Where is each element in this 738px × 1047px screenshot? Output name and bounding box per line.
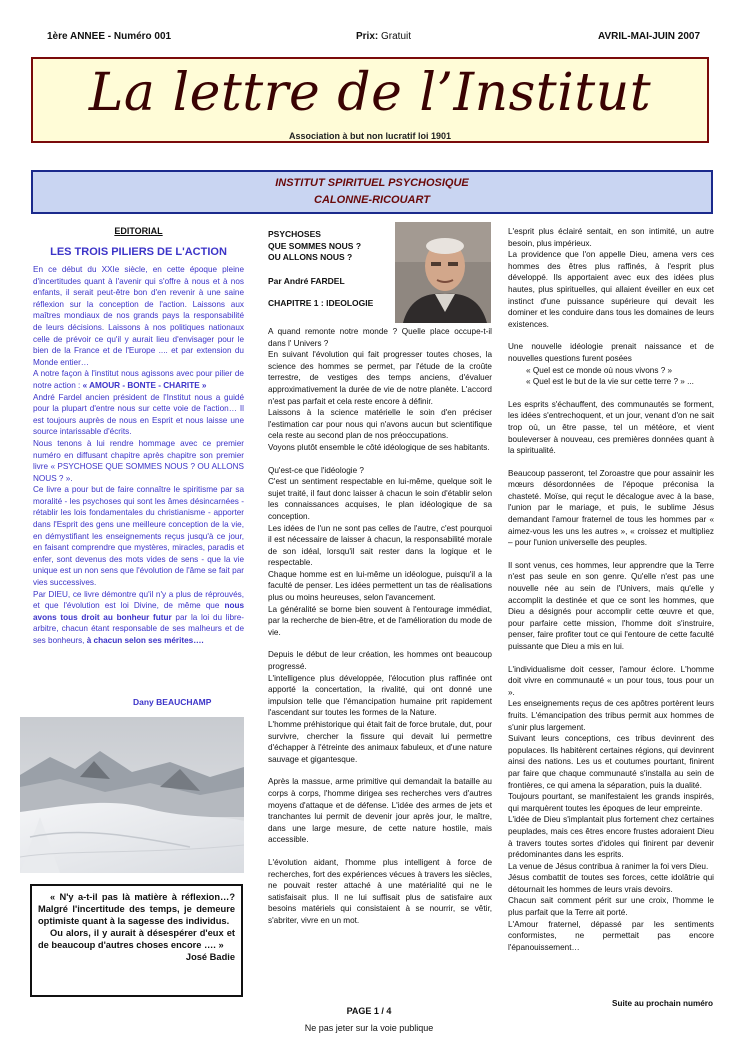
portrait-photo — [395, 222, 491, 323]
institute-name: INSTITUT SPIRITUEL PSYCHOSIQUE — [275, 177, 469, 189]
editorial-paragraph: André Fardel ancien président de l'Institut nous a guidé pour la plupart d'entre nous sur cette voie de l'action… Il est toujours auprès de nous en Esprit et nous laisse une source intarissable d'écrits. — [33, 392, 244, 437]
article-paragraph: Laissons à la science matérielle le soin d'en préciser l'estimation car pour nous qui n'avons aucun but scientifique cela reste au second plan de nos préoccupations. — [268, 408, 492, 441]
institute-city: CALONNE-RICOUART — [314, 194, 430, 206]
article-paragraph: Beaucoup passeront, tel Zoroastre que pour assainir les mœurs désordonnées de l'époque préconisa la chasteté. Moïse, qui reçut le décalogue avec à la base, l'union par le mariage, et puis, le sublime Jésus demandant l'amour fraternel de tous les hommes par « aimez-vous les uns les autres », « croissez et multipliez – pour l'union universelle des peuples. — [508, 468, 714, 548]
issue-date: AVRIL-MAI-JUIN 2007 — [598, 31, 701, 42]
snowy-mountain-icon — [20, 717, 244, 873]
editorial-paragraph: En ce début du XXIe siècle, en cette époque pleine d'incertitudes quant à l'avenir qui s'offre à nous et à nos enfants, il serait peut-être bon d'en revenir à une saine réflexion sur la conception de l'action. Laissons aux maîtres mondiaux de nos grands pays la responsabilité de leurs décisions. Laissons à nos politiques nationaux celle de prévoir ce qu'il y aurait lieu d'envisager pour le bien de la France et de l'Europe .... et par extension du Monde entier… — [33, 265, 244, 367]
portrait-icon — [395, 222, 491, 323]
quote-text: Ou alors, il y aurait à désespérer d'eux et de beaucoup d'autres choses encore …. » — [38, 928, 235, 950]
article-chapter: CHAPITRE 1 : IDEOLOGIE — [268, 298, 374, 309]
editorial-text — [33, 264, 244, 647]
editorial-title: LES TROIS PILIERS DE L'ACTION — [50, 246, 227, 258]
price-value: Gratuit — [381, 31, 412, 42]
editorial-paragraph: Nous tenons à lui rendre hommage avec ce premier numéro en diffusant chapitre après chapitre son premier livre « PSYCHOSE QUE SOMMES NOUS ? OU ALLONS NOUS ? ». — [33, 438, 244, 483]
article-paragraph: Chaque homme est en lui-même un idéologue, puisqu'il a la faculté de penser. Les idées permettent un tas de réalisations plus ou moins heureuses, selon l'avancement. — [268, 569, 492, 603]
editorial-paragraph: A notre façon à l'institut nous agissons avec pour pilier de notre action : « AMOUR - BONTE - CHARITE » — [33, 369, 244, 390]
editorial-heading: EDITORIAL — [114, 226, 163, 236]
article-byline: Par André FARDEL — [268, 275, 345, 286]
price-label: Prix: — [356, 31, 379, 42]
article-paragraph: Les idées de l'un ne sont pas celles de l'autre, c'est pourquoi il est nécessaire de laisser à chacun, la responsabilité morale de son idéal, lorsqu'il sait rester dans la logique et le respectable. — [268, 523, 492, 568]
article-paragraph: Les esprits s'échauffent, des communautés se forment, les idées s'entrechoquent, et un jour, venant d'on ne sait trop où, un être passe, tel un météore, et vient bouleverser à nouveau, ces premières données quant à la spiritualité. — [508, 399, 714, 456]
continued-notice: Suite au prochain numéro — [612, 999, 713, 1008]
article-paragraph: A quand remonte notre monde ? Quelle place occupe-t-il dans l' Univers ? — [268, 327, 492, 348]
quote-text: « N'y a-t-il pas là matière à réflexion…? Malgré l'incertitude des temps, je demeure optimiste quant à la sagesse des individus. — [38, 892, 235, 926]
article-paragraph: La venue de Jésus contribua à ranimer la foi vers Dieu. — [508, 861, 709, 871]
article-paragraph: La providence que l'on appelle Dieu, amena vers ces hommes des êtres plus raffinés, à l'esprit plus développé. Ils apportaient avec eux des idées plus hautes, plus spirituelles, qui allaient éveiller en eux cet instinct d'une puissance supérieure qui devait les dominer et les conduire dans tous les domaines de leurs existences. — [508, 250, 714, 329]
editorial-paragraph: Ce livre a pour but de faire connaître le spiritisme par sa moralité - les psychoses qui sont les âmes désincarnées - rétablir les lois fondamentales du christianisme - apporter dans l'Esprit des gens une meilleure conception de la vie, en démystifiant les enseignements reçus jusqu'à ce jour, en faisant comprendre que mystères, miracles, paradis et enfer, sont devenus des mots vides de sens - que la vie unique est un non sens que l'évolution de l'âme se fait par vies successives. — [33, 485, 244, 588]
article-paragraph: Suivant leurs conceptions, ces tribus devinrent des populaces. Ils habitèrent certaines régions, qui devinrent ainsi des nations. Les us et coutumes pourtant, finirent par faire que chaque communauté s'installa au sein de frontières, ce qui amena la séparation, puis la dualité. — [508, 734, 714, 790]
article-paragraph: L'esprit plus éclairé sentait, en son intimité, un autre besoin, plus impérieux. — [508, 227, 714, 248]
article-continuation — [508, 226, 714, 953]
article-paragraph: En suivant l'évolution qui fait progresser toutes choses, la science des hommes se permet, par l'étude de la croûte terrestre, de vestiges des temps anciens, d'évaluer approximativement la durée de vie de notre planète. L'accord n'est pas parfait et cela reste encore à définir. — [268, 350, 492, 406]
article-title-line: QUE SOMMES NOUS ? — [268, 240, 362, 251]
article-body — [268, 326, 492, 927]
editorial-pillars: « AMOUR - BONTE - CHARITE » — [82, 380, 207, 390]
page-number: PAGE 1 / 4 — [346, 1006, 392, 1016]
article-title-line: OU ALLONS NOUS ? — [268, 252, 353, 263]
quote-author: José Badie — [185, 952, 235, 962]
price — [356, 31, 411, 42]
article-paragraph: C'est un sentiment respectable en lui-même, quelque soit le sujet traité, il faut donc laisser à chacun le soin d'établir selon les connaissances acquises, le plan idéologique de sa conception. — [268, 477, 492, 521]
article-paragraph: L'individualisme doit cesser, l'amour éclore. L'homme doit vivre en communauté « un pour tous, tous pour un ». — [508, 664, 714, 697]
issue-number: 1ère ANNEE - Numéro 001 — [47, 31, 172, 42]
article-paragraph: Après la massue, arme primitive qui demandait la bataille au corps à corps, l'homme dirigea ses recherches vers d'autres moyens d'attaque et de défense. L'idée des armes de jets et tranchantes lui permit de devenir jour après jour, le maître, dans une large mesure, de cette nature hostile, mais accessible. — [268, 777, 492, 845]
article-title-line: PSYCHOSES — [268, 229, 321, 239]
masthead — [31, 57, 709, 143]
article-paragraph: L'intelligence plus développée, l'élocution plus raffinée ont apporté la concertation, la rivalité, qui ont donné une impulsion telle que l'émancipation humaine prit rapidement l'ascendant sur toutes les formes de la Nature. — [268, 673, 492, 718]
article-paragraph: Voyons plutôt ensemble le côté idéologique de ses habitants. — [268, 442, 490, 452]
article-paragraph: Chacun sait comment périt sur une croix, l'homme le plus parfait que la Terre ait porté. — [508, 896, 714, 918]
editorial-paragraph: Par DIEU, ce livre démontre qu'il n'y a plus de réprouvés, et que l'évolution est loi Divine, de même que nous avons tous droit au bonheur futur par la loi du libre-arbitre, chacun étant responsable de ses malheurs et de ses bonheurs, à chacun selon ses mérites…. — [33, 589, 244, 645]
article-paragraph: Qu'est-ce que l'idéologie ? — [268, 465, 364, 475]
article-question: « Quel est ce monde où nous vivons ? » — [526, 365, 673, 375]
article-question: « Quel est le but de la vie sur cette terre ? » ... — [526, 377, 694, 387]
article-paragraph: Jésus combattit de toutes ses forces, cette idolâtrie qui détournait les hommes de leurs vrais devoirs. — [508, 873, 714, 894]
article-paragraph: Les enseignements reçus de ces apôtres portèrent leurs fruits. L'émancipation des tribus permit aux hommes de s'unir plus largement. — [508, 699, 714, 732]
masthead-title: La lettre de l’Institut — [88, 63, 652, 123]
editorial-signature: Dany BEAUCHAMP — [133, 697, 212, 707]
article-paragraph: L'Amour fraternel, dépassé par les sentiments conformistes, ne permettait pas encore l'épanouissement… — [508, 919, 714, 952]
article-title — [268, 229, 373, 310]
article-paragraph: L'idée de Dieu s'implantait plus fortement chez certaines peuplades, mais ces êtres encore frustes adoraient Dieu à travers toutes sortes d'idoles qui finirent par devenir prédominantes dans les esprits. — [508, 815, 714, 860]
article-paragraph: Depuis le début de leur création, les hommes ont beaucoup progressé. — [268, 650, 492, 672]
institute-banner — [31, 170, 713, 214]
snowy-mountain-photo — [20, 717, 244, 873]
article-paragraph: L'homme préhistorique qui était fait de force brutale, dut, pour survivre, chercher la fissure qui devait lui permettre d'échapper à l'étreinte des animaux fabuleux, et d'une nature sauvage et gigantesque. — [268, 720, 492, 764]
masthead-subtitle: Association à but non lucratif loi 1901 — [288, 131, 452, 141]
article-paragraph: Une nouvelle idéologie prenait naissance et de nouvelles questions furent posées — [508, 342, 714, 363]
quote-box — [30, 884, 243, 997]
article-paragraph: Toujours pourtant, se manifestaient les grands inspirés, qui marquèrent toutes les époques de leur empreinte. — [508, 792, 714, 813]
article-paragraph: La généralité se borne bien souvent à l'entourage immédiat, par la recherche de bien-être, et de l'amélioration du mode de vie. — [268, 604, 492, 637]
article-paragraph: Il sont venus, ces hommes, leur apprendre que la Terre n'est pas seule en son genre. Qu'elle n'est pas une nouvelle née au sein de l'Univers, mais qu'elle y accomplit la destinée et que ce sont les hommes, que Dieu a désignés pour accomplir cette œuvre et que, pour parfaire cette mission, l'homme doit s'instruire, penser, faire profiter tout ce qui l'entoure de cette faculté puissante que Dieu a mis en lui. — [508, 560, 714, 651]
article-paragraph: L'évolution aidant, l'homme plus intelligent à force de recherches, fort des expériences vécues à travers les siècles, ne pouvait rester attaché à une matérialité qui ne le satisfaisait plus. Il ne lui suffisait plus de satisfaire aux besoins matériels qui consistaient à se nourrir, se vêtir, s'abriter, vivre en un mot. — [268, 857, 492, 925]
footer-note: Ne pas jeter sur la voie publique — [304, 1023, 434, 1033]
